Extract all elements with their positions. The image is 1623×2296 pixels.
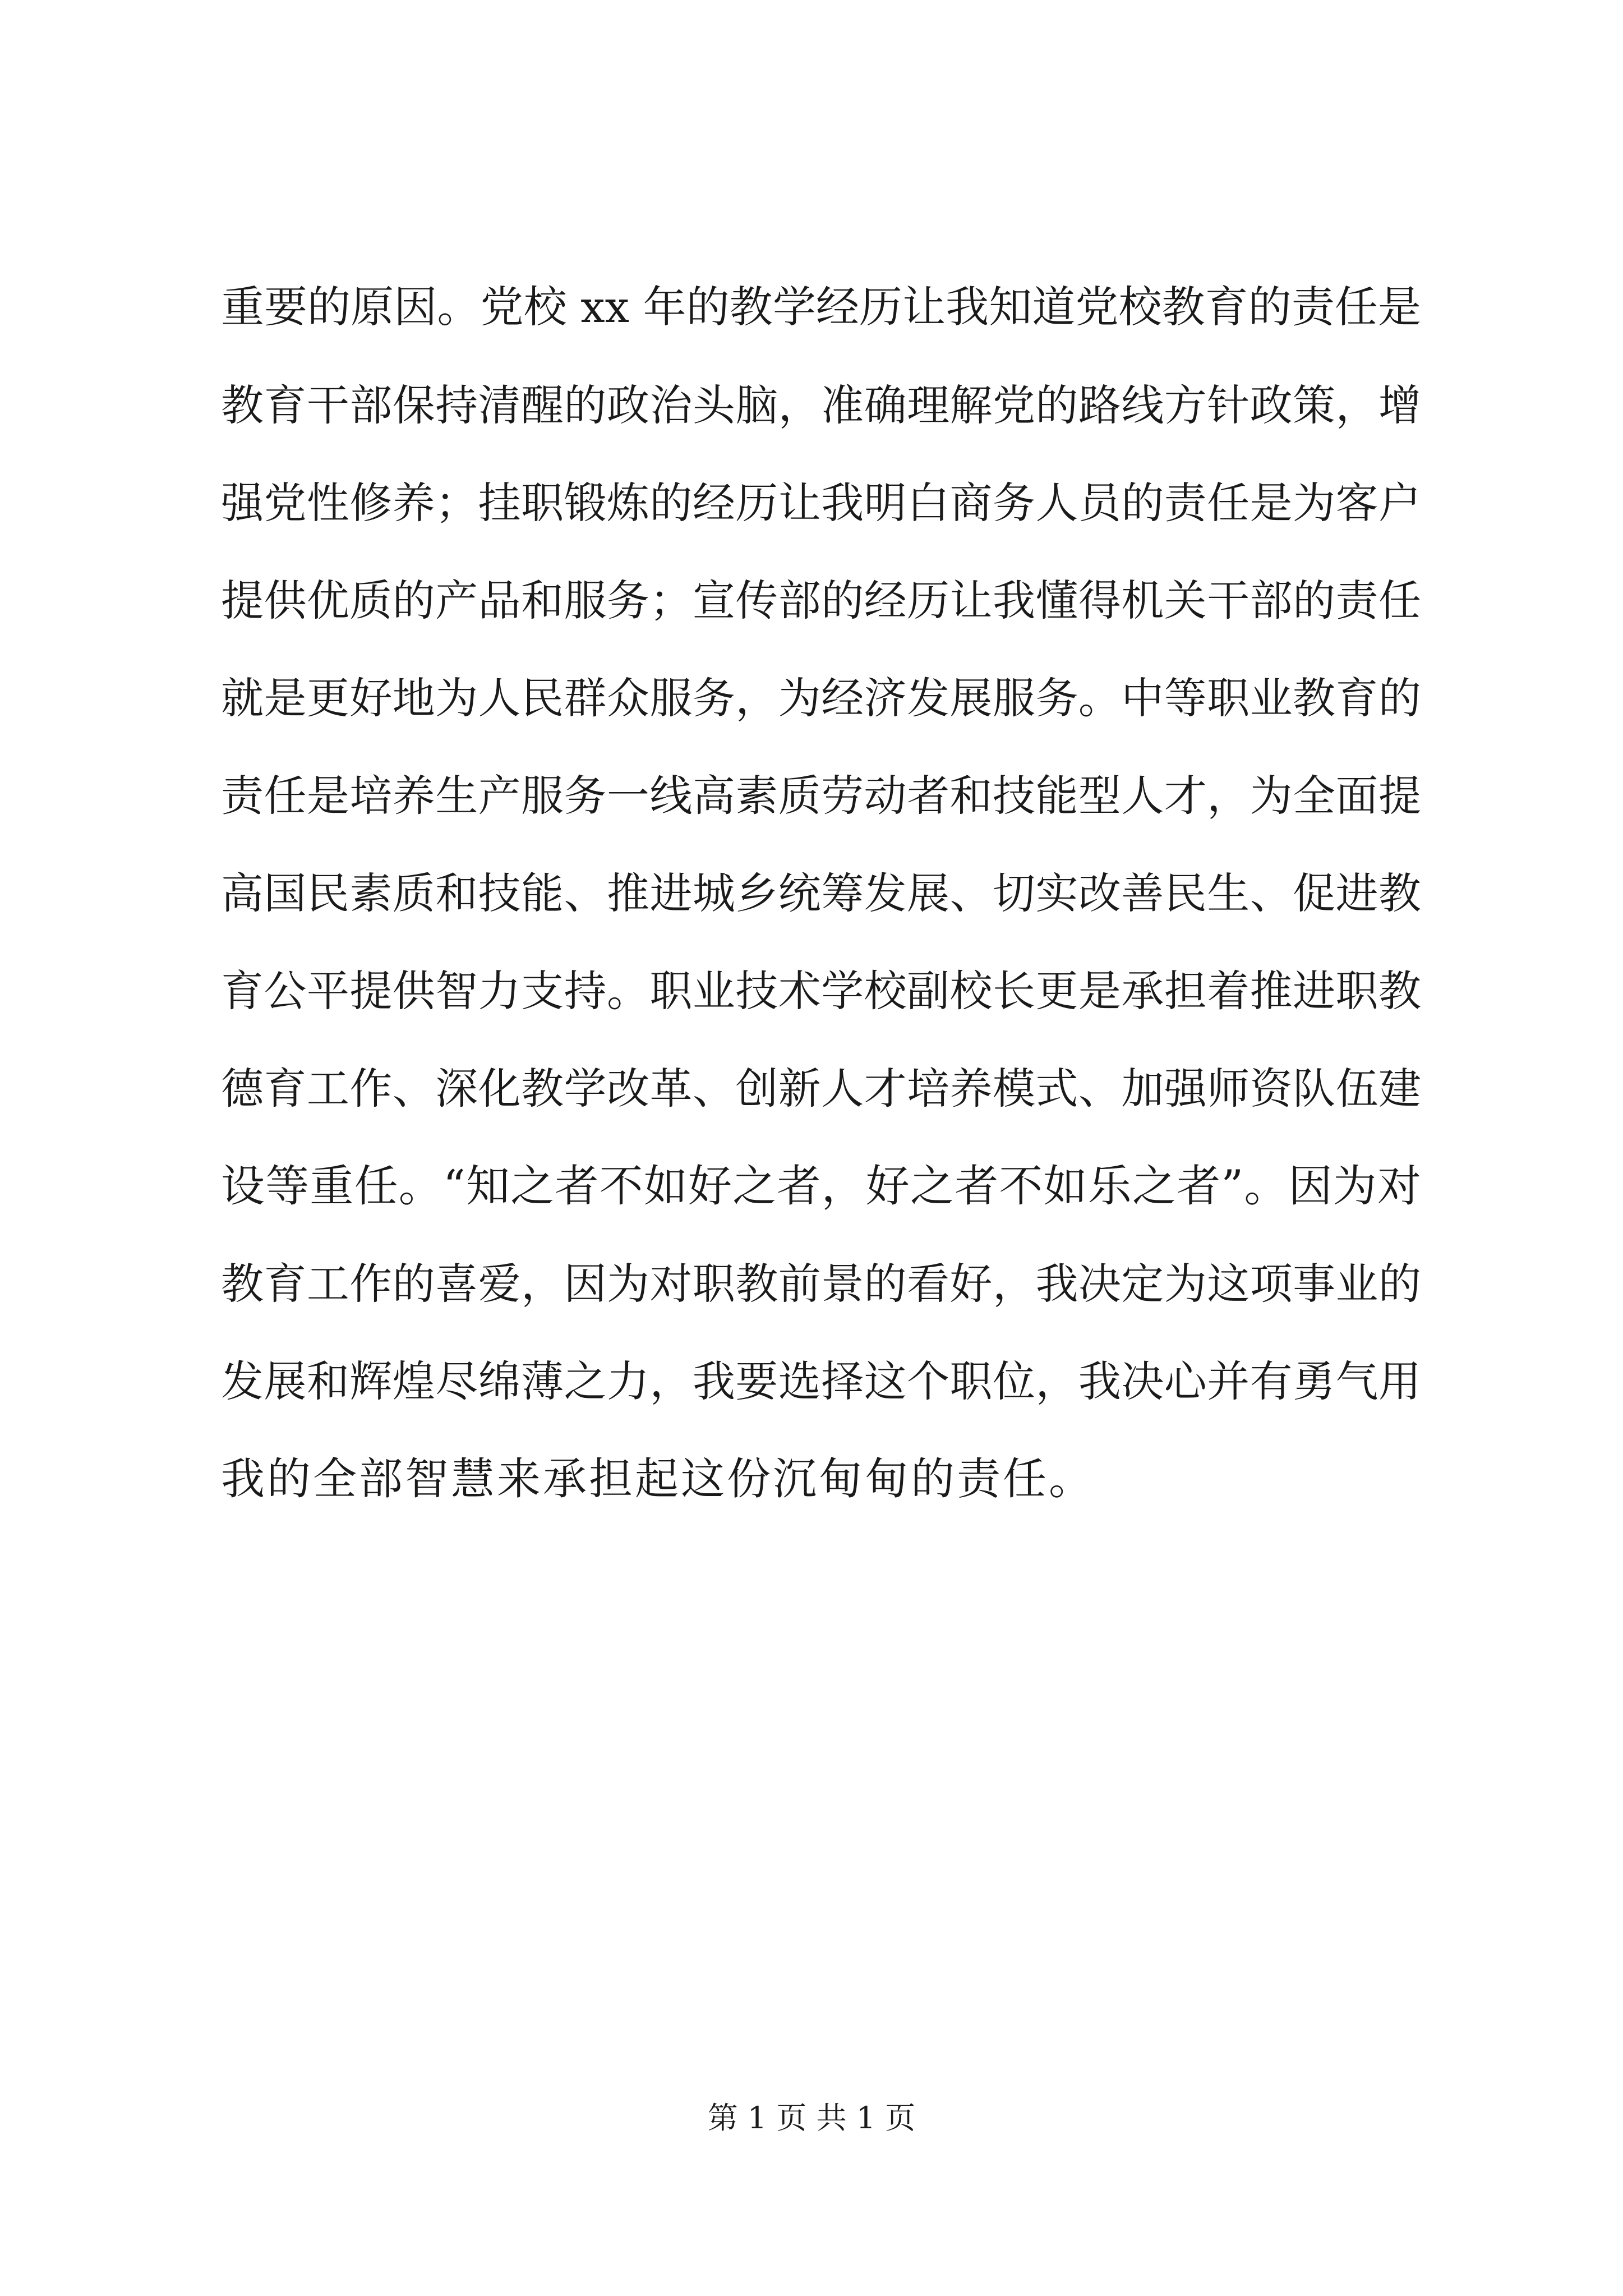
- text-line-last: 我的全部智慧来承担起这份沉甸甸的责任。: [221, 1454, 1095, 1504]
- page-number: 第 1 页 共 1 页: [707, 2100, 916, 2136]
- text-line: 德育工作、深化教学改革、创新人才培养模式、加强师资队伍建: [221, 1064, 1421, 1114]
- text-line: 高国民素质和技能、推进城乡统筹发展、切实改善民生、促进教: [221, 868, 1421, 918]
- text-line: 就是更好地为人民群众服务，为经济发展服务。中等职业教育的: [221, 673, 1421, 723]
- text-line: 提供优质的产品和服务；宣传部的经历让我懂得机关干部的责任: [221, 576, 1421, 625]
- text-line: 强党性修养；挂职锻炼的经历让我明白商务人员的责任是为客户: [221, 478, 1421, 528]
- page-footer: [0, 2096, 1623, 2141]
- text-line: 设等重任。“知之者不如好之者，好之者不如乐之者”。因为对: [221, 1161, 1421, 1212]
- text-line: 责任是培养生产服务一线高素质劳动者和技能型人才，为全面提: [221, 771, 1421, 821]
- text-line: 发展和辉煌尽绵薄之力，我要选择这个职位，我决心并有勇气用: [221, 1356, 1421, 1406]
- body-paragraph: [221, 259, 1421, 1528]
- text-line: 教育干部保持清醒的政治头脑，准确理解党的路线方针政策，增: [221, 380, 1421, 430]
- text-line: 重要的原因。党校 xx 年的教学经历让我知道党校教育的责任是: [221, 283, 1421, 333]
- text-line: 教育工作的喜爱，因为对职教前景的看好，我决定为这项事业的: [221, 1259, 1421, 1309]
- text-line: 育公平提供智力支持。职业技术学校副校长更是承担着推进职教: [221, 966, 1421, 1016]
